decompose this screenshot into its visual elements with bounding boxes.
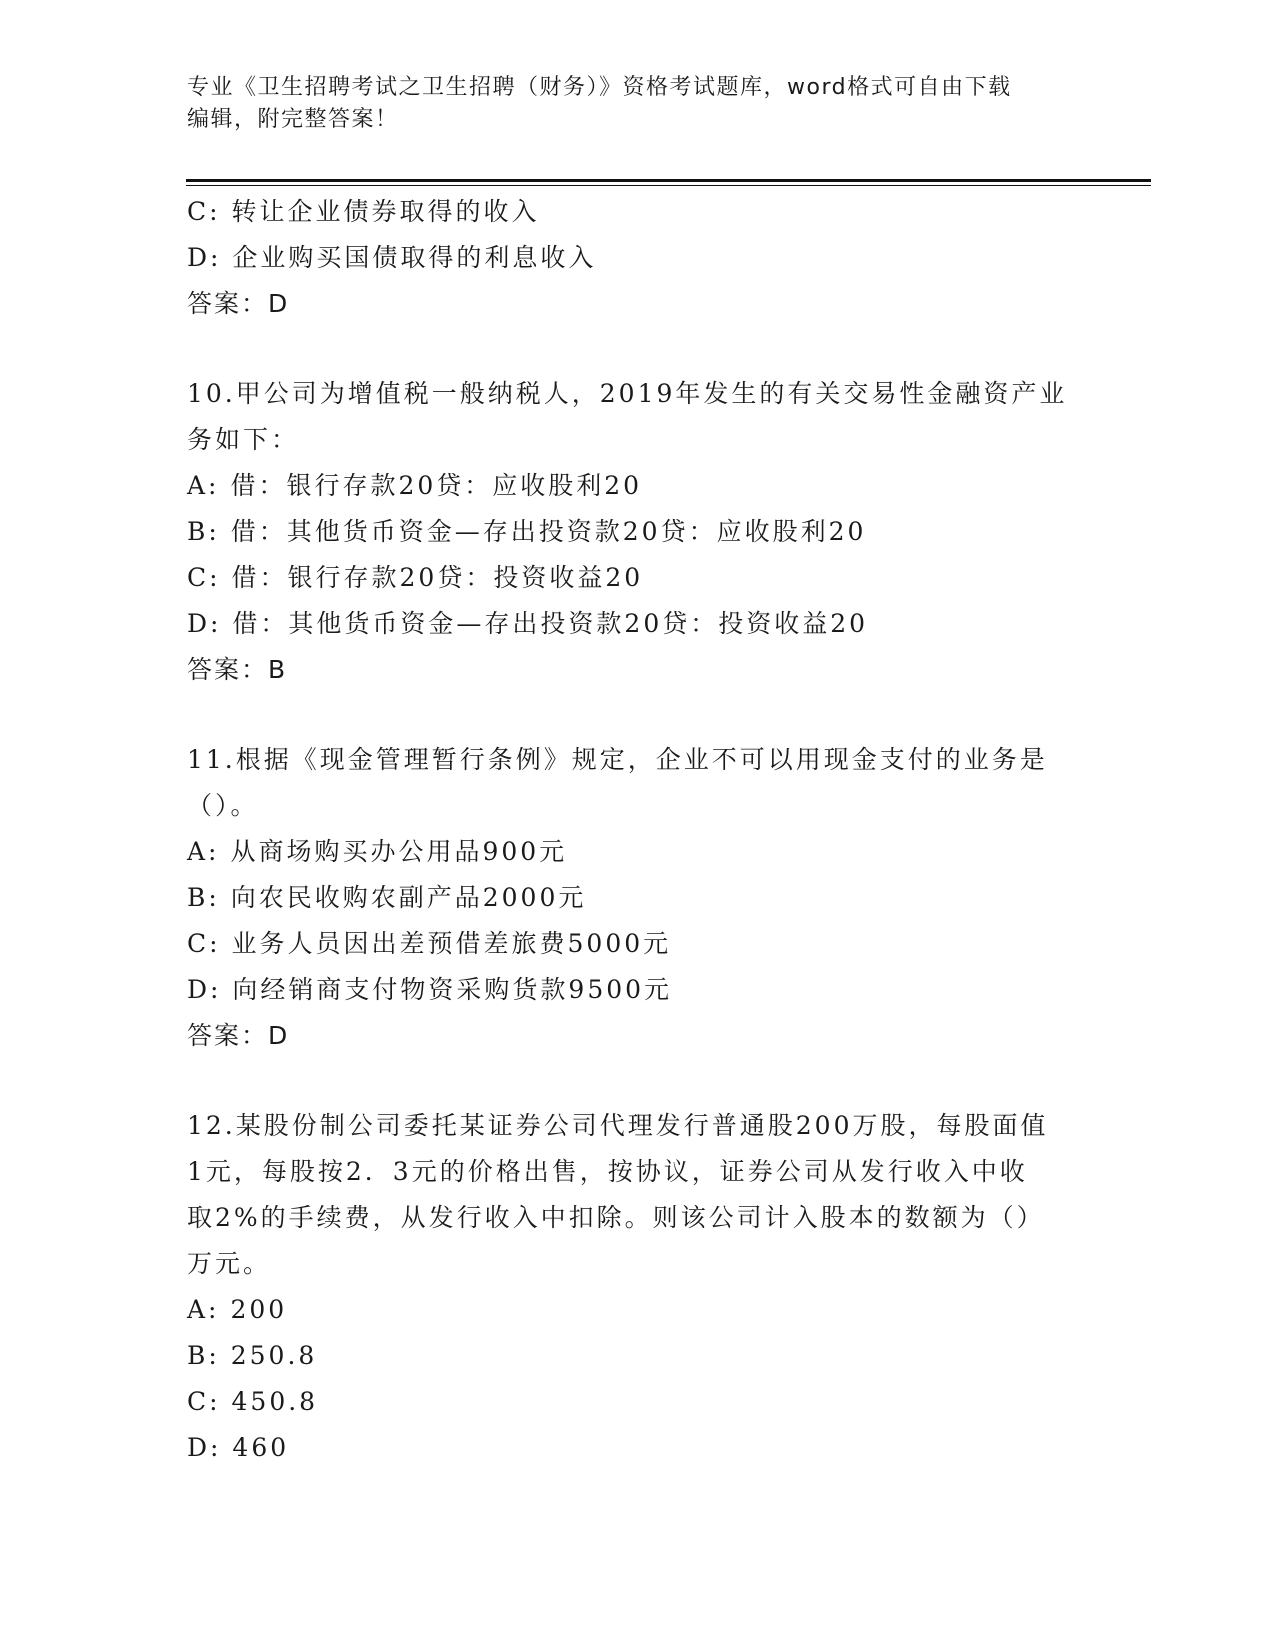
option-b xyxy=(187,875,1087,921)
option-label: C: xyxy=(187,197,221,226)
option-text: 借：其他货币资金—存出投资款20贷：应收股利20 xyxy=(230,517,867,546)
option-text: 450.8 xyxy=(231,1387,319,1416)
option-c xyxy=(187,189,1087,235)
option-label: C: xyxy=(187,563,221,592)
option-label: D: xyxy=(187,609,222,638)
option-c xyxy=(187,555,1087,601)
option-label: B: xyxy=(187,1341,220,1370)
question-text-line: （）。 xyxy=(187,791,259,820)
question-text-line: 11.根据《现金管理暂行条例》规定，企业不可以用现金支付的业务是 xyxy=(187,745,1048,774)
question-11 xyxy=(187,737,1087,1059)
option-text: 借：银行存款20贷：应收股利20 xyxy=(230,471,643,500)
question-text-line: 取2%的手续费，从发行收入中扣除。则该公司计入股本的数额为（） xyxy=(187,1203,1045,1232)
option-c xyxy=(187,921,1087,967)
option-a xyxy=(187,463,1087,509)
option-d xyxy=(187,1425,1087,1471)
header-line-1: 专业《卫生招聘考试之卫生招聘（财务）》资格考试题库，word格式可自由下载 xyxy=(187,75,1012,100)
option-c xyxy=(187,1379,1087,1425)
option-b xyxy=(187,1333,1087,1379)
question-12 xyxy=(187,1103,1087,1471)
option-d xyxy=(187,967,1087,1013)
option-text: 200 xyxy=(230,1295,288,1324)
option-text: 借：银行存款20贷：投资收益20 xyxy=(231,563,644,592)
answer-line: 答案：D xyxy=(187,1021,290,1050)
question-text-line: 务如下： xyxy=(187,425,300,454)
question-10 xyxy=(187,371,1087,693)
option-text: 460 xyxy=(232,1433,290,1462)
previous-question xyxy=(187,189,1087,327)
option-label: C: xyxy=(187,1387,221,1416)
option-text: 250.8 xyxy=(230,1341,318,1370)
option-d xyxy=(187,235,1087,281)
option-label: B: xyxy=(187,883,220,912)
option-label: C: xyxy=(187,929,221,958)
option-b xyxy=(187,509,1087,555)
option-text: 向经销商支付物资采购货款9500元 xyxy=(232,975,673,1004)
option-text: 业务人员因出差预借差旅费5000元 xyxy=(231,929,672,958)
answer-line: 答案：D xyxy=(187,289,290,318)
answer-line: 答案：B xyxy=(187,655,288,684)
question-text-line: 12.某股份制公司委托某证券公司代理发行普通股200万股，每股面值 xyxy=(187,1111,1049,1140)
header-rule-thick xyxy=(186,179,1151,182)
option-label: B: xyxy=(187,517,220,546)
option-text: 企业购买国债取得的利息收入 xyxy=(232,243,597,272)
document-body xyxy=(187,189,1087,1471)
option-label: D: xyxy=(187,975,222,1004)
header-line-2: 编辑，附完整答案！ xyxy=(187,107,399,132)
question-text-line: 万元。 xyxy=(187,1249,272,1278)
option-text: 借：其他货币资金—存出投资款20贷：投资收益20 xyxy=(232,609,869,638)
header-rule-thin xyxy=(186,185,1151,186)
document-header xyxy=(187,72,1067,136)
option-label: A: xyxy=(187,1295,220,1324)
option-text: 转让企业债券取得的收入 xyxy=(231,197,540,226)
option-label: D: xyxy=(187,1433,222,1462)
option-label: A: xyxy=(187,471,220,500)
option-label: A: xyxy=(187,837,220,866)
option-d xyxy=(187,601,1087,647)
question-text-line: 1元，每股按2．3元的价格出售，按协议，证券公司从发行收入中收 xyxy=(187,1157,1028,1186)
option-a xyxy=(187,1287,1087,1333)
question-text-line: 10.甲公司为增值税一般纳税人，2019年发生的有关交易性金融资产业 xyxy=(187,379,1068,408)
option-text: 向农民收购农副产品2000元 xyxy=(230,883,587,912)
option-label: D: xyxy=(187,243,222,272)
option-text: 从商场购买办公用品900元 xyxy=(230,837,568,866)
option-a xyxy=(187,829,1087,875)
